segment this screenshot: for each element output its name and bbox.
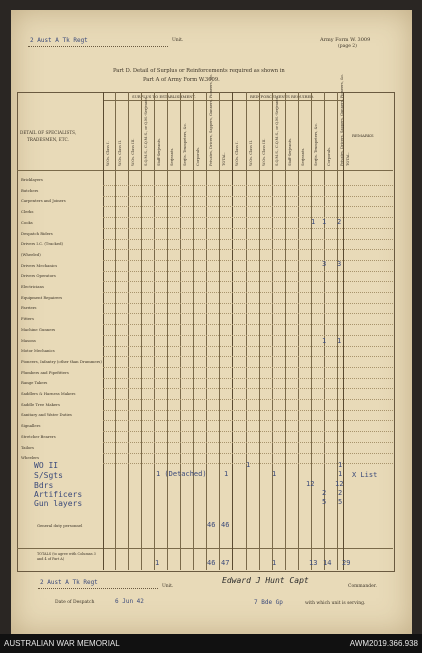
row-label: Range Takers [21, 380, 48, 386]
column-header: Privates, Drivers, Sappers, Gunners, Pioneers, &c. [209, 73, 213, 166]
row-line [103, 431, 393, 432]
form-title-line-1: Part D. Detail of Surplus or Reinforcements required as shown in [113, 68, 285, 74]
row-label: Farriers [21, 305, 37, 311]
group-divider [103, 100, 343, 101]
column-divider [219, 92, 220, 570]
commander-label: Commander. [348, 584, 377, 589]
row-line [103, 217, 393, 218]
column-header: Staff-Serjeants. [288, 137, 292, 166]
column-header: Privates, Drivers, Sappers, Gunners, Pioneers, &c. [340, 73, 344, 166]
row-line [103, 420, 393, 421]
row-label: Machine Gunners [21, 326, 56, 332]
row-line [103, 442, 393, 443]
sgts-label: S/Sgts [34, 471, 63, 480]
row-label: Saddle Tree Makers [21, 401, 60, 407]
row-label: Drivers Operators [21, 273, 56, 279]
form-title-line-2: Part A of Army Form W.3009. [143, 77, 220, 83]
source-id: AWM2019.366.938 [349, 639, 418, 648]
row-label: Pioneers, Infantry (other than Drummers) [21, 358, 102, 364]
column-header: W.Os. Class I. [235, 141, 239, 166]
column-divider [154, 92, 155, 570]
row-label: Motor Mechanics [21, 348, 55, 354]
cooks-rein-privates: 1 [322, 218, 327, 226]
bdrs-label: Bdrs [34, 481, 54, 490]
row-label: Drivers Mechanics [21, 262, 58, 268]
drivers-mech-rein: 3 [322, 260, 327, 268]
reinforcements-group-header: REINFORCEMENTS REQUIRED. [250, 94, 315, 99]
row-line [103, 249, 393, 250]
totals-rein-privates: 14 [323, 559, 332, 567]
row-label: Clerks [21, 209, 34, 215]
gunlayers-rein: 5 [322, 498, 327, 506]
column-header: W.Os. Class II. [249, 139, 253, 166]
row-line [103, 399, 393, 400]
row-line [103, 303, 393, 304]
row-label: Stretcher Bearers [21, 433, 56, 439]
row-line [103, 410, 393, 411]
artificers-label: Artificers [34, 490, 83, 499]
row-line [103, 378, 393, 379]
cooks-rein-corporals: 1 [311, 218, 316, 226]
column-divider [141, 92, 142, 570]
motor-mech-rein: 1 [322, 337, 327, 345]
column-divider [232, 92, 233, 570]
sgts-rein-total: 1 [338, 470, 343, 478]
totals-rein-total: 29 [342, 559, 351, 567]
row-line [103, 346, 393, 347]
row-line [103, 313, 393, 314]
column-header: S.Q.M.S., C.Q.M.S., or Q.M.-Serjeants. [144, 96, 148, 166]
row-line [103, 388, 393, 389]
column-divider [115, 92, 116, 570]
unit-label: Unit. [172, 38, 184, 43]
column-divider [285, 92, 286, 570]
column-header: TOTAL. [222, 152, 226, 166]
column-header: TOTAL. [346, 152, 350, 166]
row-label: Saddlers & Harness Makers [21, 391, 76, 396]
source-institution: AUSTRALIAN WAR MEMORIAL [4, 639, 120, 648]
row-label: Plumbers and Pipefitters [21, 369, 69, 375]
sgts-surplus-total: 1 [224, 470, 229, 478]
general-duty-surplus: 46 [207, 521, 216, 529]
general-duty-total: 46 [221, 521, 230, 529]
column-header: Serjts. Trumpeters, &c. [314, 122, 318, 166]
column-divider [311, 92, 312, 570]
totals-label: TOTALS (to agree with Columns 3 and 4 of Part A) [37, 552, 96, 561]
totals-rein-corporals: 13 [309, 559, 318, 567]
row-label: Masons [21, 337, 36, 343]
source-bar [0, 634, 422, 653]
artificers-total: 2 [338, 489, 343, 497]
unit-value: 2 Aust A Tk Regt [30, 37, 88, 44]
row-line [103, 292, 393, 293]
row-line [103, 239, 393, 240]
column-header: Corporals. [196, 146, 200, 166]
surplus-group-header: SURPLUS TO ESTABLISHMENT. [132, 94, 196, 99]
remarks-header: REMARKS [352, 133, 374, 138]
column-divider [167, 92, 168, 570]
wo2-label: WO II [34, 461, 59, 470]
totals-surplus-total: 47 [221, 559, 230, 567]
row-line [103, 367, 393, 368]
column-divider [246, 92, 247, 570]
row-label: Signallers [21, 423, 41, 429]
serving-note: with which unit is serving. [305, 601, 366, 606]
detail-header-1: DETAIL OF SPECIALISTS, [20, 130, 77, 135]
row-line [103, 228, 393, 229]
row-label: Cooks [21, 219, 33, 225]
drivers-mech-total: 3 [337, 260, 342, 268]
row-label: Drivers I.C. (Tracked) [21, 241, 64, 247]
row-line [103, 196, 393, 197]
row-line [103, 335, 393, 336]
column-header: Serjts. Trumpeters, &c. [183, 122, 187, 166]
row-label: Wheelers [21, 455, 40, 461]
row-label: Butchers [21, 187, 39, 193]
totals-rein-1: 1 [272, 559, 277, 567]
row-line [103, 324, 393, 325]
commander-signature: Edward J Hunt Capt [222, 576, 309, 585]
column-header: Staff-Serjeants. [157, 137, 161, 166]
column-divider [128, 92, 129, 570]
row-line [103, 281, 393, 282]
row-line [103, 271, 393, 272]
row-label: Fitters [21, 316, 34, 322]
column-divider [180, 92, 181, 570]
serving-reference: 7 Bde Gp [254, 599, 283, 606]
gunlayers-total: 5 [338, 498, 343, 506]
date-label: Date of Despatch [55, 600, 95, 605]
date-value: 6 Jun 42 [115, 598, 144, 605]
column-header: Serjeants. [170, 147, 174, 166]
column-divider [259, 92, 260, 570]
bdrs-rein-total: 12 [335, 480, 344, 488]
column-divider [193, 92, 194, 570]
sgts-detached: 1 (Detached) [156, 470, 207, 478]
row-label: Sanitary and Water Duties [21, 412, 72, 418]
sgts-remark: X List [352, 471, 378, 479]
unit-underline [28, 46, 168, 47]
row-line [103, 260, 393, 261]
sgts-rein: 1 [272, 470, 277, 478]
motor-mech-total: 1 [337, 337, 342, 345]
artificers-rein: 2 [322, 489, 327, 497]
column-header: Corporals. [327, 146, 331, 166]
wo2-rein-total: 1 [338, 461, 343, 469]
totals-surplus-privates: 46 [207, 559, 216, 567]
column-divider [272, 92, 273, 570]
row-label: Equipment Repairers [21, 294, 63, 300]
row-line [103, 206, 393, 207]
detail-header-2: TRADESMEN, ETC. [27, 137, 69, 142]
row-label: (Wheeled) [21, 251, 41, 257]
row-label: Tailors [21, 444, 34, 450]
column-header: Serjeants. [301, 147, 305, 166]
column-divider [103, 92, 104, 570]
row-label: Bricklayers [21, 177, 43, 182]
column-divider [206, 92, 207, 570]
column-header: S.Q.M.S., C.Q.M.S., or Q.M.-Serjeants. [275, 96, 279, 166]
cooks-rein-total: 2 [337, 218, 342, 226]
bdrs-rein: 12 [306, 480, 315, 488]
column-header: W.Os. Class I. [106, 141, 110, 166]
footer-unit-line [38, 588, 158, 589]
row-line [103, 453, 393, 454]
general-duty-label: General duty personnel [37, 523, 83, 528]
row-label: Despatch Riders [21, 230, 53, 236]
footer-unit-value: 2 Aust A Tk Regt [40, 579, 98, 586]
row-label: Electricians [21, 284, 44, 289]
footer-unit-label: Unit. [162, 584, 174, 589]
page-number: (page 2) [338, 44, 357, 49]
form-name: Army Form W. 3009 [320, 37, 371, 43]
column-header: W.Os. Class III. [262, 138, 266, 166]
wo2-rein: 1 [246, 461, 251, 469]
row-label: Carpenters and Joiners [21, 198, 66, 204]
row-line [103, 185, 393, 186]
totals-surplus-1: 1 [155, 559, 160, 567]
row-line [103, 356, 393, 357]
column-header: W.Os. Class II. [118, 139, 122, 166]
column-divider [298, 92, 299, 570]
column-header: W.Os. Class III. [131, 138, 135, 166]
gunlayers-label: Gun layers [34, 499, 83, 508]
